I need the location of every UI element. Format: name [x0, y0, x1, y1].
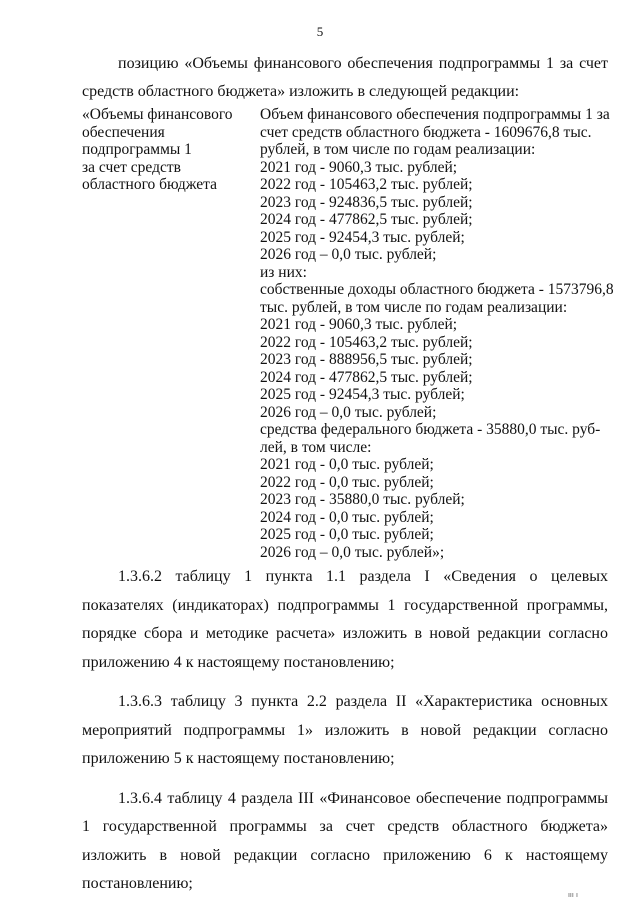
paragraph-1-3-6-3: 1.3.6.3 таблицу 3 пункта 2.2 раздела II «Характеристика основных мероприятий подпрограммы 1» изложить в новой редакции согласно приложению 5 к настоящему постановлению; — [82, 693, 608, 767]
table-value-line: 2021 год - 0,0 тыс. рублей; — [260, 456, 434, 473]
table-value-line: 2026 год – 0,0 тыс. рублей; — [260, 403, 437, 421]
table-value-line: рублей, в том числе по годам реализации: — [260, 141, 536, 158]
page-number: 5 — [316, 24, 324, 39]
table-value-line: 2022 год - 105463,2 тыс. рублей; — [260, 333, 473, 351]
table-value-line: 2024 год - 0,0 тыс. рублей; — [260, 508, 434, 526]
table-label-column — [82, 106, 260, 561]
table-value-line: 2023 год - 888956,5 тыс. рублей; — [260, 351, 473, 368]
table-value-line: Объем финансового обеспечения подпрограммы 1 за — [260, 106, 610, 123]
table-label-line: областного бюджета — [82, 176, 217, 193]
paragraph-1-3-6-4: 1.3.6.4 таблицу 4 раздела III «Финансовое обеспечение подпрограммы 1 государственной программы за счет средств областного бюджета» изложить в новой редакции согласно приложению 6 к настоящему постановлению; — [82, 789, 608, 892]
table-value-line: 2024 год - 477862,5 тыс. рублей; — [260, 211, 473, 228]
table-value-line: средства федерального бюджета - 35880,0 тыс. руб- — [260, 421, 601, 438]
table-value-line: 2026 год – 0,0 тыс. рублей»; — [260, 543, 445, 561]
table-value-line: 2023 год - 35880,0 тыс. рублей; — [260, 491, 465, 508]
paragraph-1-3-6-2: 1.3.6.2 таблицу 1 пункта 1.1 раздела I «Сведения о целевых показателях (индикаторах) подпрограммы 1 государственной программы, порядке сбора и методике расчета» изложить в новой редакции согласно приложению 4 к настоящему постановлению; — [82, 568, 608, 671]
table-value-line: 2026 год – 0,0 тыс. рублей; — [260, 246, 437, 263]
table-value-line: 2025 год - 92454,3 тыс. рублей; — [260, 228, 465, 246]
table-label-line: подпрограммы 1 — [82, 141, 192, 158]
table-value-line: счет средств областного бюджета - 1609676,8 тыс. — [260, 123, 592, 141]
table-value-line: 2022 год - 0,0 тыс. рублей; — [260, 473, 434, 491]
financing-table — [82, 106, 612, 561]
footer-mark: ııı ı — [567, 891, 578, 899]
table-value-line: собственные доходы областного бюджета - 1573796,8 — [260, 281, 614, 298]
amendment-paragraphs — [82, 563, 608, 910]
table-value-line: 2025 год - 92454,3 тыс. рублей; — [260, 386, 465, 403]
intro-paragraph: позицию «Объемы финансового обеспечения подпрограммы 1 за счет средств областного бюджета» изложить в следующей редакции: — [82, 55, 608, 100]
table-value-line: 2022 год - 105463,2 тыс. рублей; — [260, 176, 473, 193]
table-value-line: из них: — [260, 263, 307, 281]
table-value-line: 2025 год - 0,0 тыс. рублей; — [260, 526, 434, 543]
table-value-line: 2021 год - 9060,3 тыс. рублей; — [260, 316, 458, 333]
table-value-column — [260, 106, 612, 561]
table-value-line: лей, в том числе: — [260, 438, 372, 456]
table-value-line: 2023 год - 924836,5 тыс. рублей; — [260, 193, 473, 211]
table-label-line: за счет средств — [82, 158, 181, 176]
table-value-line: 2021 год - 9060,3 тыс. рублей; — [260, 158, 458, 176]
table-value-line: тыс. рублей, в том числе по годам реализации: — [260, 298, 568, 316]
table-value-line: 2024 год - 477862,5 тыс. рублей; — [260, 368, 473, 386]
table-label-line: «Объемы финансового — [82, 106, 233, 123]
table-label-line: обеспечения — [82, 123, 165, 141]
